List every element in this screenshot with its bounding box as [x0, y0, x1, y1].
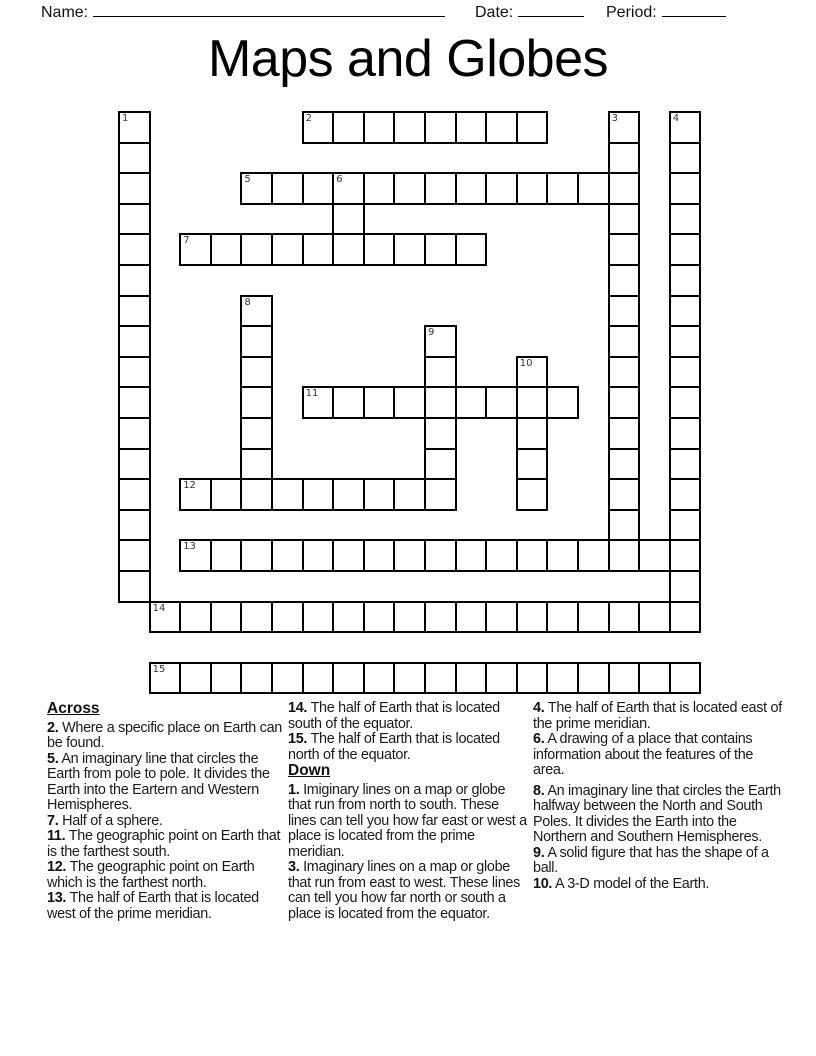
grid-cell	[669, 662, 702, 695]
grid-cell	[240, 386, 273, 419]
grid-cell	[302, 172, 335, 205]
cell-number: 1	[122, 113, 129, 124]
grid-cell	[118, 448, 151, 481]
grid-cell	[455, 172, 488, 205]
grid-cell	[332, 172, 365, 205]
clue-down-6	[533, 732, 785, 779]
grid-cell	[546, 172, 579, 205]
grid-cell	[393, 172, 426, 205]
grid-cell	[608, 111, 641, 144]
cell-number: 14	[152, 602, 166, 614]
grid-cell	[302, 386, 335, 419]
grid-cell	[669, 111, 702, 144]
grid-cell	[516, 111, 549, 144]
grid-cell	[546, 539, 579, 572]
cell-number: 15	[152, 663, 166, 675]
grid-cell	[210, 601, 243, 634]
grid-cell	[608, 601, 641, 634]
grid-cell	[393, 111, 426, 144]
clue-across-5	[47, 752, 285, 814]
grid-cell	[485, 539, 518, 572]
grid-cell	[485, 386, 518, 419]
grid-cell	[455, 601, 488, 634]
grid-cell	[240, 295, 273, 328]
grid-cell	[516, 417, 549, 450]
grid-cell	[302, 111, 335, 144]
clue-number: 11.	[47, 828, 66, 844]
clue-down-8	[533, 784, 785, 846]
grid-cell	[332, 233, 365, 266]
grid-cell	[455, 662, 488, 695]
grid-cell	[363, 172, 396, 205]
grid-cell	[608, 386, 641, 419]
grid-cell	[363, 233, 396, 266]
grid-cell	[424, 417, 457, 450]
clue-number: 8.	[533, 782, 545, 799]
grid-cell	[669, 570, 702, 603]
clue-across-13	[47, 891, 285, 922]
grid-cell	[424, 325, 457, 358]
clue-number: 6.	[533, 731, 545, 747]
grid-cell	[608, 325, 641, 358]
down-heading: Down	[288, 762, 331, 779]
cell-number: 12	[183, 480, 196, 492]
grid-cell	[118, 172, 151, 205]
grid-cell	[546, 662, 579, 695]
grid-cell	[669, 172, 702, 205]
grid-cell	[424, 386, 457, 419]
grid-cell	[149, 601, 182, 634]
grid-cell	[393, 386, 426, 419]
grid-cell	[577, 172, 610, 205]
grid-cell	[669, 386, 702, 419]
grid-cell	[118, 325, 151, 358]
grid-cell	[546, 386, 579, 419]
grid-cell	[669, 233, 702, 266]
cell-number: 10	[519, 357, 533, 369]
clue-text: The geographic point on Earth which is the farthest north.	[47, 859, 255, 891]
grid-cell	[669, 448, 702, 481]
date-blank-line	[518, 2, 584, 17]
clue-down-9	[533, 846, 785, 877]
grid-cell	[118, 509, 151, 542]
clue-text: A 3-D model of the Earth.	[555, 875, 710, 892]
clue-number: 9.	[533, 844, 545, 861]
clue-number: 12.	[47, 859, 67, 875]
grid-cell	[179, 233, 212, 266]
grid-cell	[271, 478, 304, 511]
grid-cell	[393, 662, 426, 695]
clue-number: 4.	[533, 700, 545, 716]
grid-cell	[424, 111, 457, 144]
grid-cell	[516, 662, 549, 695]
grid-cell	[424, 662, 457, 695]
cell-number: 6	[336, 174, 343, 186]
cell-number: 4	[672, 113, 680, 124]
grid-cell	[608, 478, 641, 511]
grid-cell	[332, 539, 365, 572]
grid-cell	[608, 264, 641, 297]
grid-cell	[424, 233, 457, 266]
clue-number: 7.	[47, 812, 59, 829]
crossword-grid	[118, 111, 702, 695]
clue-down-1	[288, 783, 528, 861]
period-blank-line	[662, 2, 726, 17]
grid-cell	[210, 662, 243, 695]
clue-number: 2.	[47, 719, 59, 736]
grid-cell	[332, 386, 365, 419]
clue-text: A drawing of a place that contains information about the features of the area.	[533, 731, 754, 778]
grid-cell	[424, 539, 457, 572]
grid-cell	[271, 662, 304, 695]
grid-cell	[516, 172, 549, 205]
grid-cell	[118, 570, 151, 603]
clue-number: 5.	[47, 750, 59, 767]
grid-cell	[546, 601, 579, 634]
grid-cell	[424, 172, 457, 205]
grid-cell	[669, 539, 702, 572]
clues-column-2	[288, 701, 528, 922]
clue-across-11	[47, 829, 285, 860]
name-blank-line	[93, 2, 445, 17]
cell-number: 13	[183, 541, 196, 553]
clue-number: 1.	[288, 781, 300, 798]
grid-cell	[485, 662, 518, 695]
grid-cell	[240, 356, 273, 389]
grid-cell	[608, 356, 641, 389]
grid-cell	[577, 601, 610, 634]
clue-text: An imaginary line that circles the Earth from pole to pole. It divides the Earth into the Eartern and Western Hemispheres.	[47, 750, 270, 813]
grid-cell	[608, 448, 641, 481]
grid-cell	[332, 111, 365, 144]
grid-cell	[669, 142, 702, 175]
grid-cell	[363, 662, 396, 695]
grid-cell	[240, 478, 273, 511]
grid-cell	[332, 203, 365, 236]
grid-cell	[118, 417, 151, 450]
grid-cell	[608, 295, 641, 328]
grid-cell	[669, 295, 702, 328]
clue-text: Half of a sphere.	[62, 812, 163, 829]
grid-cell	[271, 233, 304, 266]
grid-cell	[363, 601, 396, 634]
grid-cell	[455, 539, 488, 572]
grid-cell	[669, 478, 702, 511]
grid-cell	[240, 417, 273, 450]
grid-cell	[638, 662, 671, 695]
grid-cell	[669, 203, 702, 236]
grid-cell	[424, 448, 457, 481]
clue-across-7	[47, 814, 285, 830]
clue-text: The half of Earth that is located north of the equator.	[288, 731, 500, 763]
across-heading: Across	[47, 700, 100, 717]
grid-cell	[179, 478, 212, 511]
grid-cell	[608, 233, 641, 266]
clue-down-4	[533, 701, 785, 732]
period-field	[606, 2, 726, 22]
grid-cell	[118, 233, 151, 266]
grid-cell	[240, 539, 273, 572]
grid-cell	[118, 356, 151, 389]
grid-cell	[210, 478, 243, 511]
grid-cell	[393, 478, 426, 511]
grid-cell	[577, 539, 610, 572]
grid-cell	[302, 233, 335, 266]
date-label: Date:	[475, 4, 514, 21]
clue-number: 3.	[288, 859, 300, 875]
grid-cell	[271, 601, 304, 634]
grid-cell	[179, 662, 212, 695]
grid-cell	[608, 509, 641, 542]
grid-cell	[210, 233, 243, 266]
grid-cell	[393, 539, 426, 572]
grid-cell	[393, 233, 426, 266]
grid-cell	[516, 601, 549, 634]
name-label: Name:	[41, 4, 89, 21]
grid-cell	[363, 539, 396, 572]
cell-number: 3	[611, 113, 618, 124]
clue-text: The geographic point on Earth that is the farthest south.	[47, 828, 281, 860]
grid-cell	[455, 386, 488, 419]
date-field	[475, 2, 584, 22]
grid-cell	[240, 601, 273, 634]
grid-cell	[516, 386, 549, 419]
clue-number: 15.	[288, 731, 308, 747]
grid-cell	[516, 448, 549, 481]
cell-number: 9	[428, 327, 435, 339]
grid-cell	[118, 386, 151, 419]
grid-cell	[455, 111, 488, 144]
grid-cell	[118, 111, 151, 144]
clue-across-14	[288, 701, 528, 732]
grid-cell	[669, 356, 702, 389]
clue-number: 10.	[533, 875, 553, 892]
grid-cell	[118, 203, 151, 236]
grid-cell	[608, 172, 641, 205]
grid-cell	[210, 539, 243, 572]
grid-cell	[424, 601, 457, 634]
clue-number: 13.	[47, 890, 67, 906]
grid-cell	[240, 172, 273, 205]
clue-text: The half of Earth that is located west of the prime meridian.	[47, 890, 259, 922]
grid-cell	[271, 172, 304, 205]
grid-cell	[669, 601, 702, 634]
grid-cell	[240, 233, 273, 266]
grid-cell	[393, 601, 426, 634]
cell-number: 7	[183, 235, 190, 247]
grid-cell	[669, 509, 702, 542]
grid-cell	[302, 539, 335, 572]
clue-across-2	[47, 721, 285, 752]
grid-cell	[516, 539, 549, 572]
clue-text: Where a specific place on Earth can be found.	[47, 719, 282, 751]
clue-across-15	[288, 732, 528, 763]
clue-down-10	[533, 877, 785, 893]
grid-cell	[608, 662, 641, 695]
grid-cell	[608, 539, 641, 572]
cell-number: 11	[305, 388, 319, 400]
grid-cell	[149, 662, 182, 695]
grid-cell	[638, 539, 671, 572]
grid-cell	[118, 264, 151, 297]
grid-cell	[608, 142, 641, 175]
grid-cell	[240, 325, 273, 358]
grid-cell	[332, 478, 365, 511]
clue-across-12	[47, 860, 285, 891]
grid-cell	[424, 478, 457, 511]
grid-cell	[118, 295, 151, 328]
grid-cell	[240, 448, 273, 481]
cell-number: 2	[305, 113, 312, 124]
grid-cell	[669, 325, 702, 358]
grid-cell	[302, 478, 335, 511]
grid-cell	[332, 601, 365, 634]
clue-text: An imaginary line that circles the Earth halfway between the North and South Poles. It divides the Earth into the Northern and Southern Hemispheres.	[533, 782, 781, 845]
grid-cell	[669, 264, 702, 297]
grid-cell	[363, 111, 396, 144]
grid-cell	[118, 478, 151, 511]
grid-cell	[240, 662, 273, 695]
grid-cell	[669, 417, 702, 450]
grid-cell	[485, 111, 518, 144]
grid-cell	[302, 601, 335, 634]
clue-text: Imaginary lines on a map or globe that run from east to west. These lines can tell you how far north or south a place is located from the equator.	[288, 859, 520, 922]
clue-text: Imiginary lines on a map or globe that run from north to south. These lines can tell you how far east or west a place is located from the prime meridian.	[288, 781, 527, 860]
grid-cell	[638, 601, 671, 634]
cell-number: 8	[244, 296, 251, 308]
grid-cell	[516, 478, 549, 511]
clues-column-3	[533, 701, 785, 892]
grid-cell	[363, 386, 396, 419]
grid-cell	[332, 662, 365, 695]
grid-cell	[118, 142, 151, 175]
grid-cell	[302, 662, 335, 695]
grid-cell	[179, 539, 212, 572]
grid-cell	[485, 601, 518, 634]
clue-text: A solid figure that has the shape of a ball.	[533, 844, 769, 876]
grid-cell	[424, 356, 457, 389]
clue-down-3	[288, 860, 528, 922]
grid-cell	[179, 601, 212, 634]
grid-cell	[608, 203, 641, 236]
cell-number: 5	[244, 174, 251, 186]
name-field	[41, 2, 445, 22]
worksheet-title: Maps and Globes	[207, 30, 609, 88]
grid-cell	[516, 356, 549, 389]
period-label: Period:	[606, 4, 657, 21]
grid-cell	[118, 539, 151, 572]
clues-column-1	[47, 701, 285, 922]
grid-cell	[455, 233, 488, 266]
grid-cell	[577, 662, 610, 695]
grid-cell	[363, 478, 396, 511]
grid-cell	[271, 539, 304, 572]
clue-text: The half of Earth that is located south of the equator.	[288, 700, 500, 732]
clue-text: The half of Earth that is located east of the prime meridian.	[533, 700, 782, 732]
clue-number: 14.	[288, 700, 308, 716]
grid-cell	[608, 417, 641, 450]
grid-cell	[485, 172, 518, 205]
